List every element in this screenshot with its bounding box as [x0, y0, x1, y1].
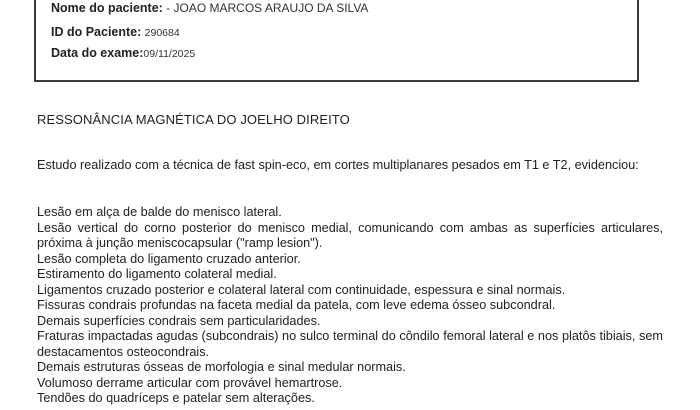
patient-info-box: [34, 0, 639, 82]
exam-date-value: 09/11/2025: [143, 48, 196, 60]
finding-item: Estiramento do ligamento colateral medial.: [37, 267, 277, 281]
findings-list: [37, 205, 663, 407]
report-intro: Estudo realizado com a técnica de fast spin-eco, em cortes multiplanares pesados em T1 e T2, evidenciou:: [37, 158, 639, 172]
patient-name-row: [51, 1, 368, 15]
finding-item: Volumoso derrame articular com provável hemartrose.: [37, 375, 343, 390]
finding-item: Demais estruturas ósseas de morfologia e sinal medular normais.: [37, 360, 406, 374]
finding-item: Fraturas impactadas agudas (subcondrais) no sulco terminal do côndilo femoral lateral e nos platôs tibiais, sem destacamentos osteocondrais.: [37, 329, 663, 359]
patient-name-label: Nome do paciente:: [51, 1, 163, 15]
finding-item: Fissuras condrais profundas na faceta medial da patela, com leve edema ósseo subcondral.: [37, 298, 556, 312]
finding-item: Demais superfícies condrais sem particularidades.: [37, 313, 321, 328]
exam-date-row: [51, 46, 195, 60]
exam-date-label: Data do exame:: [51, 46, 144, 60]
finding-item: Lesão vertical do corno posterior do menisco medial, comunicando com ambas as superfícies articulares, próxima à junção meniscocapsular ("ramp lesion").: [37, 220, 663, 250]
patient-id-label: ID do Paciente:: [51, 25, 142, 39]
finding-item: Ligamentos cruzado posterior e colateral lateral com continuidade, espessura e sinal normais.: [37, 282, 566, 297]
finding-item: Lesão completa do ligamento cruzado anterior.: [37, 251, 301, 266]
patient-id-value: 290684: [144, 27, 180, 39]
finding-item: Tendões do quadríceps e patelar sem alterações.: [37, 391, 315, 405]
finding-item: Lesão em alça de balde do menisco lateral.: [37, 205, 282, 219]
patient-name-value: - JOAO MARCOS ARAUJO DA SILVA: [166, 1, 369, 15]
report-title: RESSONÂNCIA MAGNÉTICA DO JOELHO DIREITO: [37, 112, 350, 127]
patient-id-row: [51, 25, 180, 39]
